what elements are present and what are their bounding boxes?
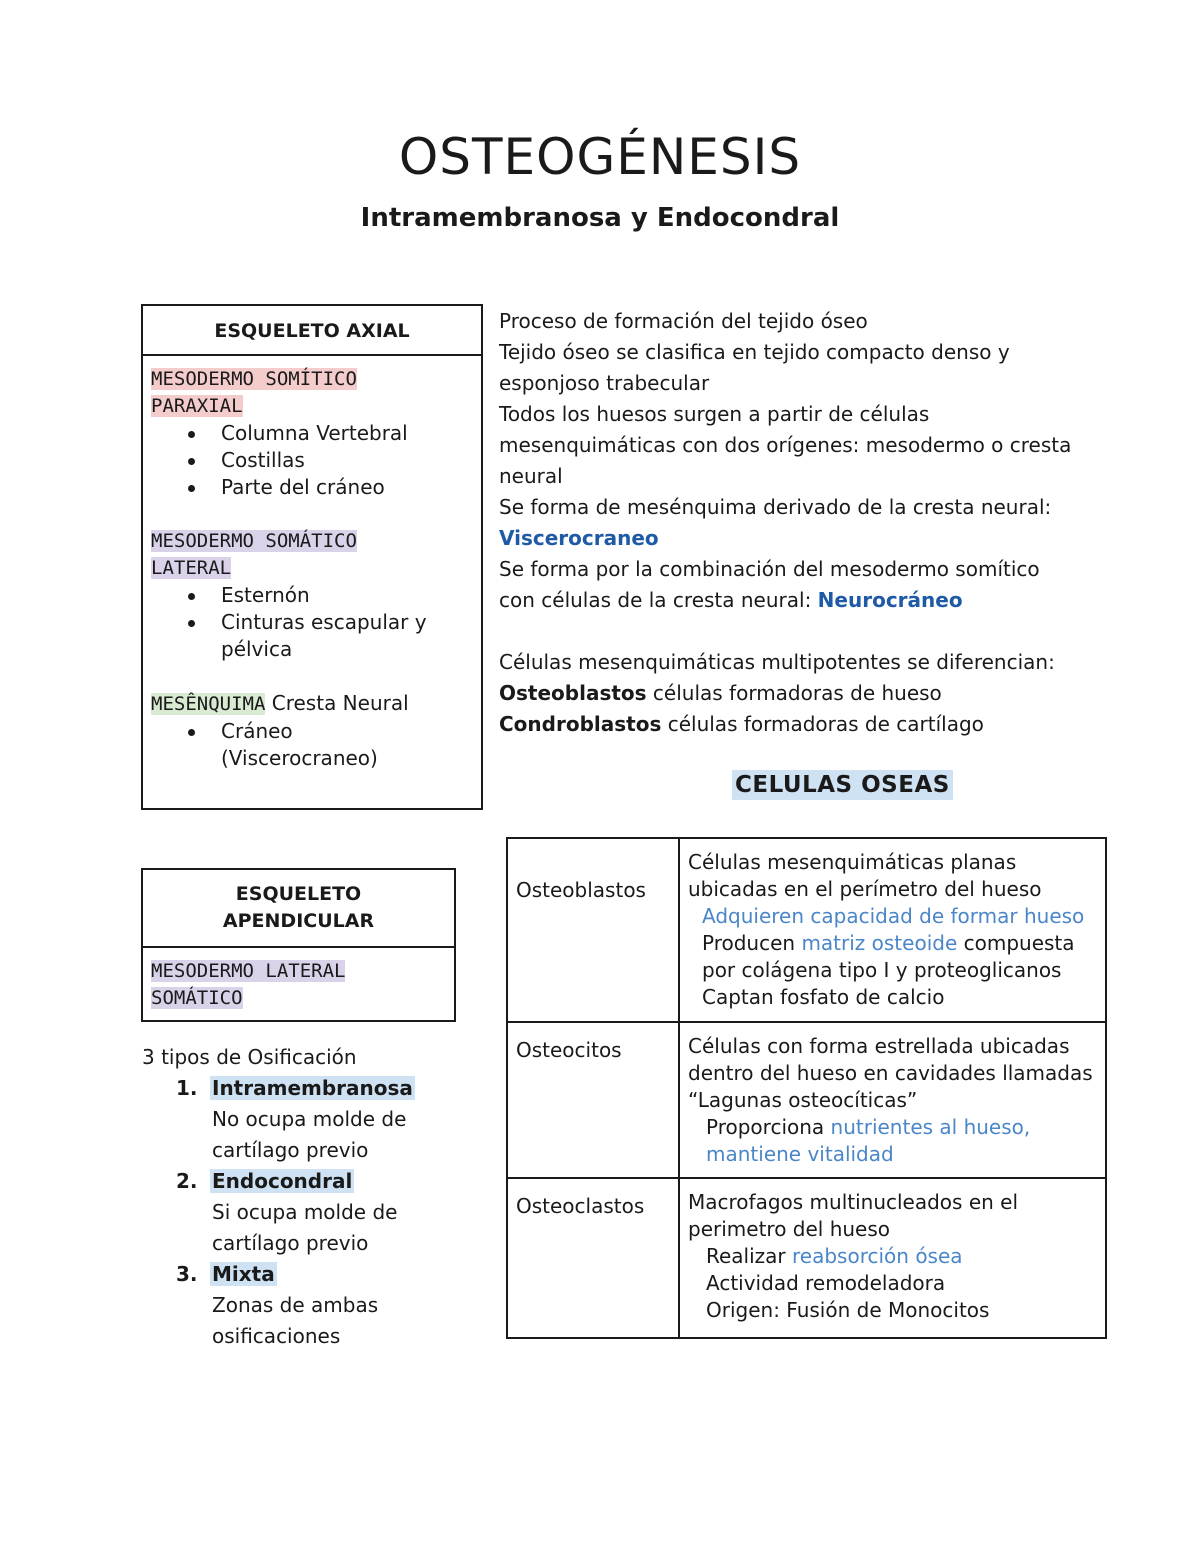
osificacion-list xyxy=(142,1073,442,1352)
apendicular-box xyxy=(141,868,456,1022)
page-subtitle: Intramembranosa y Endocondral xyxy=(360,203,840,233)
axial-group3-list xyxy=(151,718,473,772)
term-neurocraneo: Neurocráneo xyxy=(817,588,963,612)
axial-group3-label: MESÊNQUIMA Cresta Neural xyxy=(151,691,409,715)
cell-desc: Células mesenquimáticas planas ubicadas en el perímetro del hueso Adquieren capacidad de formar hueso Producen matriz osteoide compuesta por colágena tipo I y proteoglicanos Captan fosfato de calcio xyxy=(679,838,1106,1022)
intro-line: Condroblastos células formadoras de cartílago xyxy=(499,712,984,736)
apendicular-label: MESODERMO LATERAL SOMÁTICO xyxy=(151,960,346,1009)
list-item: Parte del cráneo xyxy=(221,474,473,501)
celulas-table xyxy=(506,837,1107,1339)
list-item: 3. Mixta Zonas de ambas osificaciones xyxy=(176,1262,379,1348)
axial-group1-label: MESODERMO SOMÍTICO PARAXIAL xyxy=(151,368,357,417)
osificacion-section xyxy=(142,1042,442,1352)
cell-name: Osteoclastos xyxy=(507,1178,679,1338)
page-title: OSTEOGÉNESIS xyxy=(398,128,802,186)
axial-box xyxy=(141,304,483,810)
apendicular-title: ESQUELETO APENDICULAR xyxy=(143,870,454,948)
table-row xyxy=(507,838,1106,1022)
intro-text xyxy=(499,306,1079,740)
axial-group2-list xyxy=(151,582,473,663)
list-item: 1. Intramembranosa No ocupa molde de cartílago previo xyxy=(176,1076,413,1162)
intro-line: Se forma de mesénquima derivado de la cresta neural: xyxy=(499,495,1052,519)
cell-name: Osteoblastos xyxy=(507,838,679,1022)
cell-desc: Células con forma estrellada ubicadas dentro del hueso en cavidades llamadas “Lagunas osteocíticas” Proporciona nutrientes al hueso, mantiene vitalidad xyxy=(679,1022,1106,1178)
intro-line: Células mesenquimáticas multipotentes se diferencian: xyxy=(499,650,1055,674)
celulas-title: CELULAS OSEAS xyxy=(732,770,953,800)
axial-body xyxy=(143,356,481,772)
table-row xyxy=(507,1178,1106,1338)
axial-group2-label: MESODERMO SOMÁTICO LATERAL xyxy=(151,530,357,579)
axial-title: ESQUELETO AXIAL xyxy=(143,306,481,356)
intro-line: Se forma por la combinación del mesodermo somítico con células de la cresta neural: Neurocráneo xyxy=(499,557,1040,612)
intro-line: Osteoblastos células formadoras de hueso xyxy=(499,681,942,705)
cell-name: Osteocitos xyxy=(507,1022,679,1178)
term-viscerocraneo: Viscerocraneo xyxy=(499,526,659,550)
table-row xyxy=(507,1022,1106,1178)
list-item: Esternón xyxy=(221,582,473,609)
intro-line: Todos los huesos surgen a partir de células mesenquimáticas con dos orígenes: mesodermo o cresta neural xyxy=(499,402,1072,488)
osificacion-header: 3 tipos de Osificación xyxy=(142,1045,357,1069)
list-item: Columna Vertebral xyxy=(221,420,473,447)
list-item: Costillas xyxy=(221,447,473,474)
list-item: Cráneo (Viscerocraneo) xyxy=(221,718,391,772)
list-item: 2. Endocondral Si ocupa molde de cartílago previo xyxy=(176,1169,398,1255)
intro-line: Proceso de formación del tejido óseo xyxy=(499,309,868,333)
list-item: Cinturas escapular y pélvica xyxy=(221,609,473,663)
axial-group1-list xyxy=(151,420,473,501)
intro-line: Tejido óseo se clasifica en tejido compacto denso y esponjoso trabecular xyxy=(499,340,1010,395)
cell-desc: Macrofagos multinucleados en el perimetro del hueso Realizar reabsorción ósea Actividad remodeladora Origen: Fusión de Monocitos xyxy=(679,1178,1106,1338)
